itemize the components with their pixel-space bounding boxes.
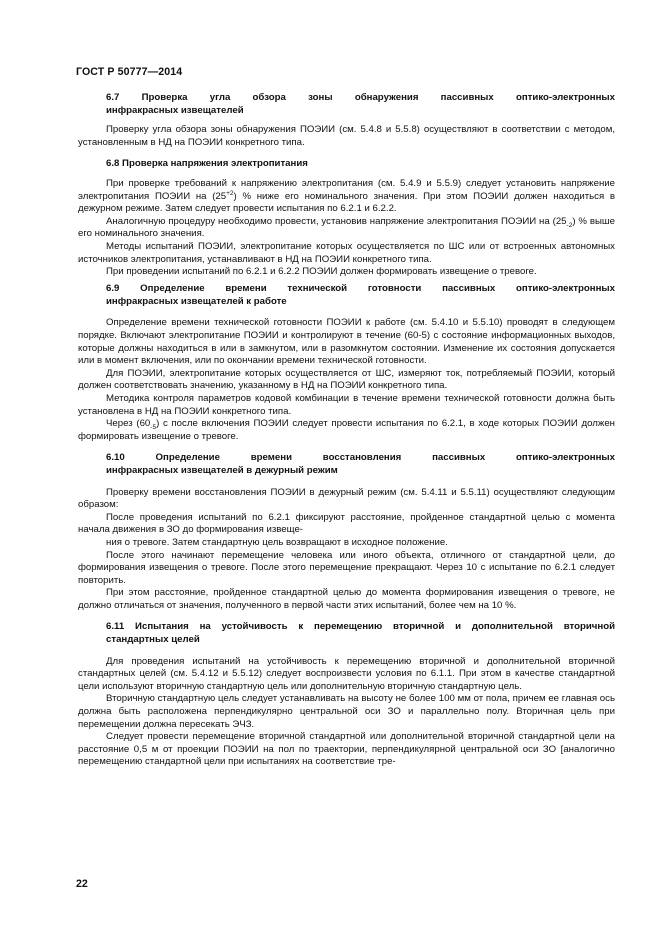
section-6-10-paragraph-2: После проведения испытаний по 6.2.1 фиксируют расстояние, пройденное стандартной целью с момента начала движения в ЗО до формирования извеще- — [78, 511, 615, 536]
section-6-8-paragraph-4: При проведении испытаний по 6.2.1 и 6.2.2 ПОЭИИ должен формировать извещение о тревоге. — [106, 266, 537, 278]
section-6-9-paragraph-3: Методика контроля параметров кодовой комбинации в течение времени технической готовности должна быть установлена в НД на ПОЭИИ конкретного типа. — [78, 392, 615, 417]
section-6-11-paragraph-2: Вторичную стандартную цель следует устанавливать на высоту не более 100 мм от пола, причем ее главная ось должна быть расположена перпендикулярно центральной оси ЗО и параллельно полу. Вторичная цель при перемещении должна пересекать ЭЧЗ. — [78, 693, 615, 730]
section-6-10-paragraph-3: ния о тревоге. Затем стандартную цель возвращают в исходное положение. — [106, 536, 448, 548]
section-6-9-paragraph-4: Через $(60_{-5})$ с после включения ПОЭИИ следует провести испытания по 6.2.1, в ходе которых ПОЭИИ должен формировать извещение о тревоге. — [78, 418, 616, 442]
section-6-10-paragraph-5: При этом расстояние, пройденное стандартной целью до момента формирования извещения о тревоге, не должно отличаться от значения, полученного в первой части этих испытаний, более чем на 10 %. — [78, 587, 615, 611]
section-6-9-heading-line2: инфракрасных извещателей к работе — [106, 295, 287, 307]
section-6-7-paragraph: Проверку угла обзора зоны обнаружения ПОЭИИ (см. 5.4.8 и 5.5.8) осуществляют в соответствии с методом, установленным в НД на ПОЭИИ конкретного типа. — [78, 124, 615, 148]
section-6-9-heading-line1: 6.9 Определение времени технической готовности пассивных оптико-электронных — [106, 283, 615, 295]
section-6-8-heading: 6.8 Проверка напряжения электропитания — [106, 158, 308, 170]
section-6-11-heading-line1: 6.11 Испытания на устойчивость к перемещению вторичной и дополнительной вторичной — [106, 621, 615, 633]
section-6-8-paragraph-1: При проверке требований к напряжению электропитания (см. 5.4.9 и 5.5.9) следует установить напряжение электропитания ПОЭИИ на $(25^{+2})$ % ниже его номинального значения. При этом ПОЭИИ должен находиться в дежурном режиме. Затем следует провести испытания по 6.2.1 и 6.2.2. — [78, 177, 615, 215]
section-6-7-heading-line1: 6.7 Проверка угла обзора зоны обнаружения пассивных оптико-электронных — [106, 92, 615, 103]
time-tolerance-sub: -5 — [150, 424, 157, 432]
section-6-8-paragraph-3: Методы испытаний ПОЭИИ, электропитание которых осуществляется по ШС или от встроенных автономных источников электропитания, устанавливают в НД на ПОЭИИ конкретного типа. — [78, 240, 615, 265]
section-6-9-paragraph-1: Определение времени технической готовности ПОЭИИ к работе (см. 5.4.10 и 5.5.10) проводят в следующем порядке. Включают электропитание ПОЭИИ и контролируют в течение (60-5) с состояние информационных выходов, которые должны находиться в или в замкнутом, или в разомкнутом состоянии. Изменение их состояния допускается или в момент включения, или по окончании времени технической готовности. — [78, 317, 615, 367]
section-6-10-paragraph-4: После этого начинают перемещение человека или иного объекта, отличного от стандартной цели, до формирования извещения о тревоге. После этого перемещение прекращают. Через 10 с испытание по 6.2.1 следует повторить. — [78, 549, 615, 586]
section-6-10-heading-line1: 6.10 Определение времени восстановления пассивных оптико-электронных — [106, 452, 615, 464]
section-6-9-paragraph-2: Для ПОЭИИ, электропитание которых осуществляется от ШС, измеряют ток, потребляемый ПОЭИИ, который должен соответствовать значению, указанному в НД на ПОЭИИ конкретного типа. — [78, 367, 615, 392]
standard-header: ГОСТ Р 50777—2014 — [76, 66, 183, 78]
section-6-10-heading-line2: инфракрасных извещателей в дежурный режим — [106, 464, 338, 476]
voltage-tolerance-sub: -2 — [566, 221, 573, 229]
section-6-8-paragraph-2: Аналогичную процедуру необходимо провести, установив напряжение электропитания ПОЭИИ на $(25_{-2})$ % выше его номинального значения. — [78, 215, 616, 240]
section-6-10-paragraph-1: Проверку времени восстановления ПОЭИИ в дежурный режим (см. 5.4.11 и 5.5.11) осуществляют следующим образом: — [78, 486, 615, 511]
section-6-7-heading-line2: инфракрасных извещателей — [106, 104, 244, 116]
voltage-tolerance-sup: +2 — [226, 189, 234, 197]
section-6-11-paragraph-3: Следует провести перемещение вторичной стандартной или дополнительной вторичной стандартной цели на расстояние 0,5 м от проекции ПОЭИИ на пол по траектории, перпендикулярной центральной оси ЗО [аналогично перемещению стандартной цели при испытаниях на соответствие тре- — [78, 731, 615, 768]
section-6-11-paragraph-1: Для проведения испытаний на устойчивость к перемещению вторичной и дополнительной вторичной стандартных целей (см. 5.4.12 и 5.5.12) следует воспроизвести условия по 6.1.1. При этом в качестве стандартной цели используют вторичную стандартную цель или дополнительную вторичную стандартную цель. — [78, 655, 615, 692]
page-number: 22 — [76, 878, 88, 890]
page-content — [78, 92, 615, 769]
section-6-11-heading-line2: стандартных целей — [106, 634, 200, 646]
